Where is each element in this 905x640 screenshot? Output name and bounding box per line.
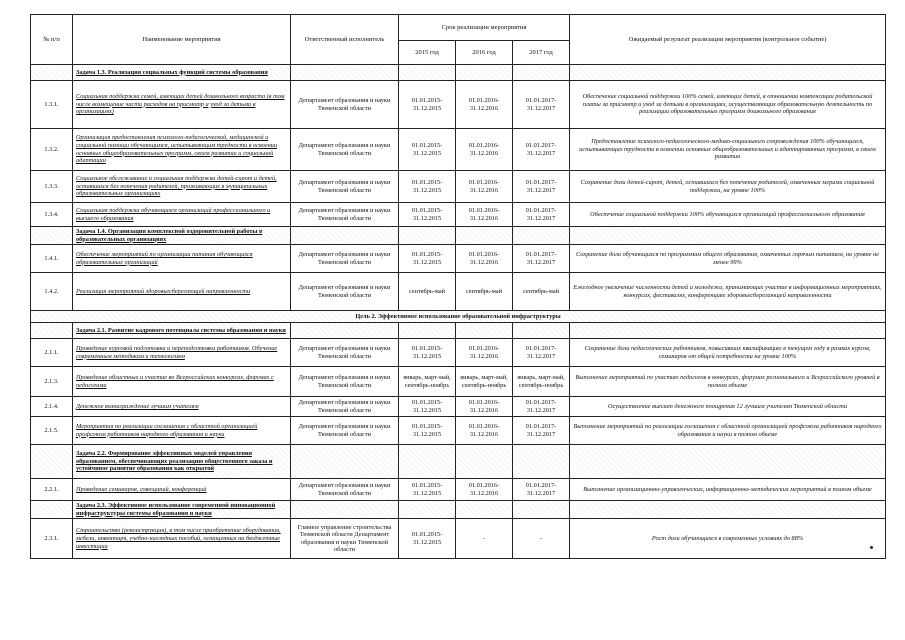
task-heading: Задача 2.3. Эффективное использование современной инновационной инфраструктуры системы образования и науки <box>73 501 291 519</box>
measure-name: Обеспечение мероприятий по организации питания обучающихся образовательных организаций <box>73 245 291 273</box>
period-2016: 01.01.2016-31.12.2016 <box>456 479 513 501</box>
task-heading: Задача 2.1. Развитие кадрового потенциала системы образования и науки <box>73 323 291 339</box>
empty-cell <box>570 445 886 479</box>
period-2015: 01.01.2015-31.12.2015 <box>399 519 456 559</box>
row-number: 1.3.2. <box>31 129 73 171</box>
goal-heading: Цель 2. Эффективное использование образовательной инфраструктуры <box>31 311 886 323</box>
table-row <box>31 81 886 129</box>
table-body <box>31 65 886 559</box>
empty-cell <box>570 323 886 339</box>
empty-cell <box>291 227 399 245</box>
expected-result: Осуществление выплат денежного поощрения 12 лучшим учителям Тюменской области <box>570 397 886 417</box>
table-row <box>31 479 886 501</box>
measure-name: Проведение областных и участие во Всероссийских конкурсах, форумах с педагогами <box>73 367 291 397</box>
period-2016: 01.01.2016-31.12.2016 <box>456 129 513 171</box>
task-heading: Задача 1.4. Организация комплексной оздоровительной работы в образовательных организациях <box>73 227 291 245</box>
empty-cell <box>399 227 456 245</box>
expected-result: Выполнение организационно-управленческих, информационно-методических мероприятий в полном объеме <box>570 479 886 501</box>
empty-cell <box>31 65 73 81</box>
table-row <box>31 203 886 227</box>
header-result: Ожидаемый результат реализации мероприятия (контрольное событие) <box>570 15 886 65</box>
period-2016: 01.01.2016-31.12.2016 <box>456 417 513 445</box>
period-2017: 01.01.2017-31.12.2017 <box>513 129 570 171</box>
period-2017: 01.01.2017-31.12.2017 <box>513 171 570 203</box>
measure-name: Денежное вознаграждение лучшим учителям <box>73 397 291 417</box>
measure-name: Мероприятия по реализации соглашения с областной организацией профсоюза работников народного образования и науки <box>73 417 291 445</box>
row-number: 2.1.1. <box>31 339 73 367</box>
period-2017: - <box>513 519 570 559</box>
header-executor: Ответственный исполнитель <box>291 15 399 65</box>
empty-cell <box>570 65 886 81</box>
period-2015: сентябрь-май <box>399 273 456 311</box>
period-2015: 01.01.2015-31.12.2015 <box>399 339 456 367</box>
task-row <box>31 445 886 479</box>
header-name: Наименование мероприятия <box>73 15 291 65</box>
table-row <box>31 129 886 171</box>
empty-cell <box>31 501 73 519</box>
empty-cell <box>456 323 513 339</box>
measure-name: Социальная поддержка обучающихся организаций профессионального и высшего образования <box>73 203 291 227</box>
empty-cell <box>570 501 886 519</box>
period-2015: 01.01.2015-31.12.2015 <box>399 171 456 203</box>
expected-result: Обеспечение социальной поддержки 100% обучающихся организаций профессионального образования <box>570 203 886 227</box>
table-row <box>31 245 886 273</box>
period-2016: 01.01.2016-31.12.2016 <box>456 245 513 273</box>
empty-cell <box>291 445 399 479</box>
row-number: 2.1.3. <box>31 367 73 397</box>
empty-cell <box>31 323 73 339</box>
row-number: 2.2.1. <box>31 479 73 501</box>
empty-cell <box>291 323 399 339</box>
empty-cell <box>513 227 570 245</box>
empty-cell <box>291 501 399 519</box>
measure-name: Проведение семинаров, совещаний, конференций <box>73 479 291 501</box>
empty-cell <box>456 501 513 519</box>
expected-result: Выполнение мероприятий по участию педагогов в конкурсах, форумах регионального и Всероссийского уровней в полном объеме <box>570 367 886 397</box>
measure-name: Социальное обслуживание и социальная поддержка детей-сирот и детей, оставшихся без попечения родителей, проживающих в муниципальных образовательных организациях <box>73 171 291 203</box>
row-number: 1.3.1. <box>31 81 73 129</box>
period-2015: 01.01.2015-31.12.2015 <box>399 397 456 417</box>
period-2016: сентябрь-май <box>456 273 513 311</box>
period-2016: 01.01.2016-31.12.2016 <box>456 171 513 203</box>
expected-result: Сохранение доли обучающихся по программам общего образования, охваченных горячим питанием, на уровне не менее 99% <box>570 245 886 273</box>
table-row <box>31 417 886 445</box>
row-number: 2.1.5. <box>31 417 73 445</box>
empty-cell <box>31 227 73 245</box>
empty-cell <box>456 227 513 245</box>
expected-result: Сохранение доли педагогических работников, повысивших квалификацию в текущем году в рамках курсов, семинаров от общей потребности на уровне 100% <box>570 339 886 367</box>
period-2017: 01.01.2017-31.12.2017 <box>513 203 570 227</box>
document-page <box>30 14 885 559</box>
empty-cell <box>399 65 456 81</box>
period-2016: январь, март-май, сентябрь-ноябрь <box>456 367 513 397</box>
responsible-executor: Департамент образования и науки Тюменской области <box>291 81 399 129</box>
responsible-executor: Департамент образования и науки Тюменской области <box>291 417 399 445</box>
measure-name: Проведение курсовой подготовки и переподготовки работников. Обучение современным методикам и технологиям <box>73 339 291 367</box>
row-number: 2.3.1. <box>31 519 73 559</box>
row-number: 1.4.1. <box>31 245 73 273</box>
row-number: 2.1.4. <box>31 397 73 417</box>
responsible-executor: Департамент образования и науки Тюменской области <box>291 171 399 203</box>
measure-name: Строительство (реконструкция), в том числе приобретение оборудования, мебели, инвентаря, учебно-наглядных пособий, оснащенных на бюджетные инвестиции <box>73 519 291 559</box>
header-2016: 2016 год <box>456 41 513 65</box>
responsible-executor: Главное управление строительства Тюменской области Департамент образования и науки Тюменской области <box>291 519 399 559</box>
empty-cell <box>513 65 570 81</box>
empty-cell <box>31 445 73 479</box>
period-2015: январь, март-май, сентябрь-ноябрь <box>399 367 456 397</box>
table-row <box>31 367 886 397</box>
expected-result: Ежегодное увеличение численности детей и молодежи, принимающих участие в информационных мероприятиях, конкурсах, фестивалях, конференциях здоровьесберегающей направленности <box>570 273 886 311</box>
period-2017: 01.01.2017-31.12.2017 <box>513 245 570 273</box>
responsible-executor: Департамент образования и науки Тюменской области <box>291 339 399 367</box>
row-number: 1.3.3. <box>31 171 73 203</box>
period-2017: 01.01.2017-31.12.2017 <box>513 479 570 501</box>
row-number: 1.3.4. <box>31 203 73 227</box>
empty-cell <box>291 65 399 81</box>
table-row <box>31 339 886 367</box>
table-row <box>31 519 886 559</box>
period-2017: 01.01.2017-31.12.2017 <box>513 339 570 367</box>
responsible-executor: Департамент образования и науки Тюменской области <box>291 245 399 273</box>
expected-result: Рост доли обучающихся в современных условиях до 88% <box>570 519 886 559</box>
measure-name: Реализация мероприятий здоровьесберегающей направленности <box>73 273 291 311</box>
responsible-executor: Департамент образования и науки Тюменской области <box>291 273 399 311</box>
period-2016: 01.01.2016-31.12.2016 <box>456 339 513 367</box>
period-2016: 01.01.2016-31.12.2016 <box>456 81 513 129</box>
period-2016: 01.01.2016-31.12.2016 <box>456 397 513 417</box>
measure-name: Организация предоставления психолого-педагогической, медицинской и социальной помощи обучающимся, испытывающим трудности в освоении основных общеобразовательных программ, своем развитии и социальной адаптации <box>73 129 291 171</box>
task-row <box>31 323 886 339</box>
responsible-executor: Департамент образования и науки Тюменской области <box>291 203 399 227</box>
period-2015: 01.01.2015-31.12.2015 <box>399 203 456 227</box>
expected-result: Выполнение мероприятий по реализации соглашения с областной организацией профсоюза работников народного образования и науки в полном объеме <box>570 417 886 445</box>
period-2017: январь, март-май, сентябрь-ноябрь <box>513 367 570 397</box>
header-2015: 2015 год <box>399 41 456 65</box>
period-2016: - <box>456 519 513 559</box>
measure-name: Социальная поддержка семей, имеющих детей дошкольного возраста (в том числе возмещение части расходов на присмотр и уход за детьми в организациях) <box>73 81 291 129</box>
period-2015: 01.01.2015-31.12.2015 <box>399 129 456 171</box>
period-2017: 01.01.2017-31.12.2017 <box>513 417 570 445</box>
period-2015: 01.01.2015-31.12.2015 <box>399 81 456 129</box>
empty-cell <box>399 323 456 339</box>
responsible-executor: Департамент образования и науки Тюменской области <box>291 397 399 417</box>
table-header-row <box>31 15 886 41</box>
empty-cell <box>399 501 456 519</box>
empty-cell <box>570 227 886 245</box>
period-2016: 01.01.2016-31.12.2016 <box>456 203 513 227</box>
empty-cell <box>513 445 570 479</box>
header-period: Срок реализации мероприятия <box>399 15 570 41</box>
empty-cell <box>513 501 570 519</box>
period-2017: 01.01.2017-31.12.2017 <box>513 397 570 417</box>
empty-cell <box>513 323 570 339</box>
period-2017: 01.01.2017-31.12.2017 <box>513 81 570 129</box>
task-row <box>31 501 886 519</box>
task-heading: Задача 1.3. Реализация социальных функций системы образования <box>73 65 291 81</box>
empty-cell <box>456 445 513 479</box>
task-row <box>31 65 886 81</box>
header-2017: 2017 год <box>513 41 570 65</box>
empty-cell <box>399 445 456 479</box>
goal-row <box>31 311 886 323</box>
responsible-executor: Департамент образования и науки Тюменской области <box>291 367 399 397</box>
responsible-executor: Департамент образования и науки Тюменской области <box>291 479 399 501</box>
header-num: № п/п <box>31 15 73 65</box>
table-row <box>31 273 886 311</box>
task-row <box>31 227 886 245</box>
table-row <box>31 397 886 417</box>
period-2015: 01.01.2015-31.12.2015 <box>399 245 456 273</box>
table-row <box>31 171 886 203</box>
row-number: 1.4.2. <box>31 273 73 311</box>
period-2015: 01.01.2015-31.12.2015 <box>399 417 456 445</box>
task-heading: Задача 2.2. Формирование эффективных моделей управления образованием, обеспечивающих реализацию общественного заказа и устойчивое развитие образования как открытой <box>73 445 291 479</box>
period-2015: 01.01.2015-31.12.2015 <box>399 479 456 501</box>
expected-result: Сохранение доли детей-сирот, детей, оставшихся без попечения родителей, охваченных мерами социальной поддержки, на уровне 100% <box>570 171 886 203</box>
empty-cell <box>456 65 513 81</box>
expected-result: Обеспечение социальной поддержки 100% семей, имеющих детей, в отношении компенсации родительской платы за присмотр и уход за детьми в организациях, осуществляющих образовательную деятельность по реализации образовательных программ дошкольного образования <box>570 81 886 129</box>
period-2017: сентябрь-май <box>513 273 570 311</box>
expected-result: Предоставление психолого-педагогического-медико-социального сопровождения 100% обучающихся, испытывающих трудности в освоении основных общеобразовательных и адаптированных программ, в своем развитии <box>570 129 886 171</box>
responsible-executor: Департамент образования и науки Тюменской области <box>291 129 399 171</box>
measures-table <box>30 14 886 559</box>
